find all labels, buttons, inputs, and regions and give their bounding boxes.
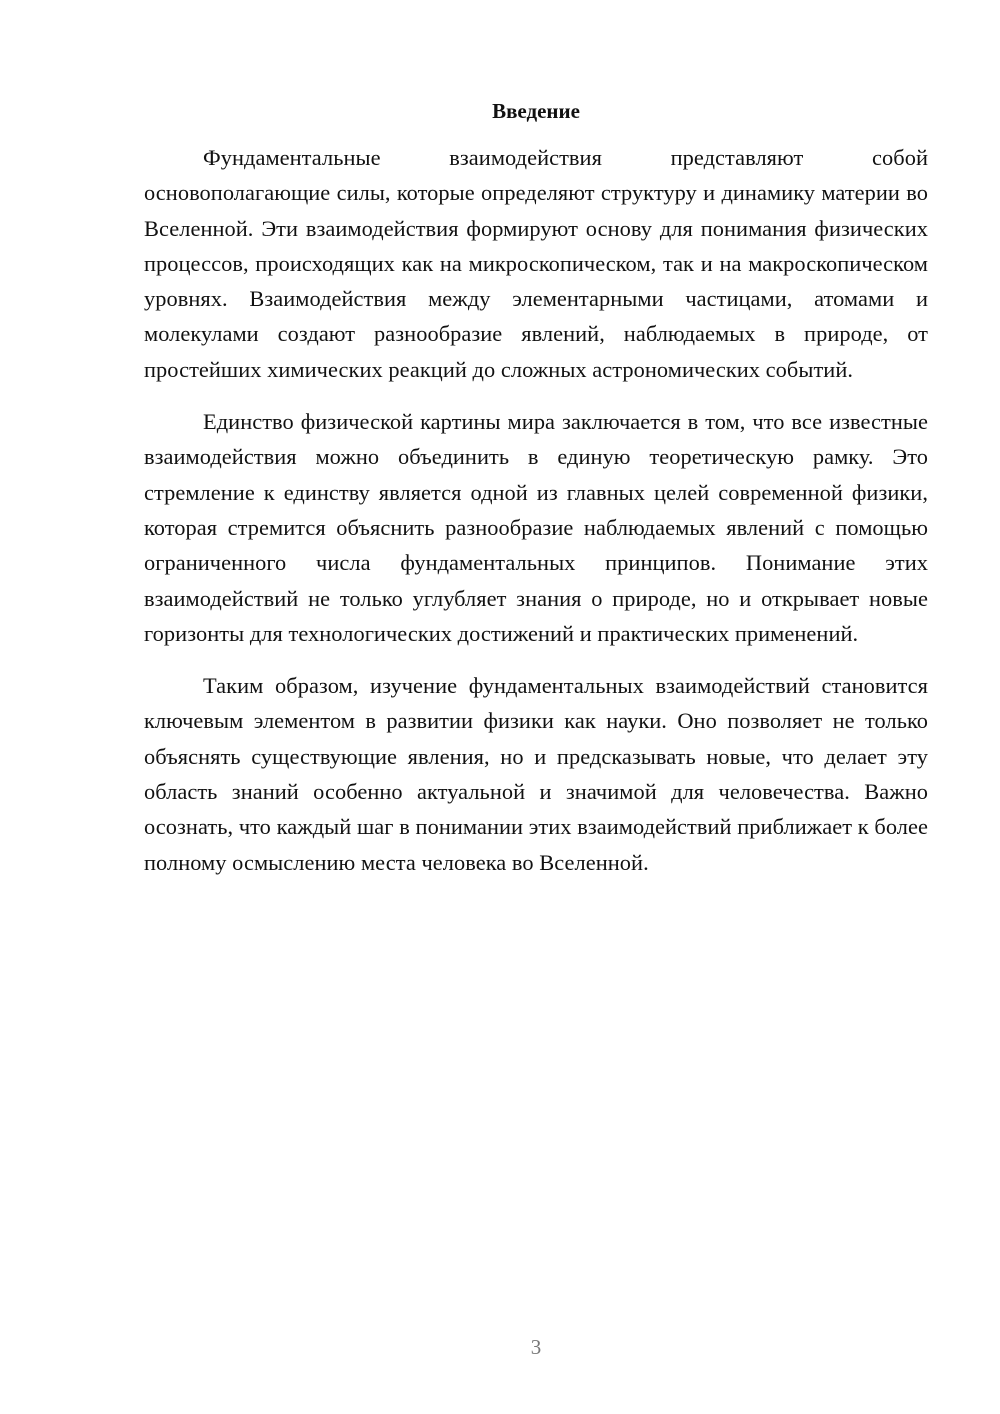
paragraph-3: Таким образом, изучение фундаментальных взаимодействий становится ключевым элементом в развитии физики как науки. Оно позволяет не только объяснять существующие явления, но и предсказывать новые, что делает эту область знаний особенно актуальной и значимой для человечества. Важно осознать, что каждый шаг в понимании этих взаимодействий приближает к более полному осмыслению места человека во Вселенной. (144, 673, 928, 875)
page-number: 3 (530, 1335, 542, 1359)
body-text (144, 140, 928, 897)
paragraph-1: Фундаментальные взаимодействия представляют собой основополагающие силы, которые определяют структуру и динамику материи во Вселенной. Эти взаимодействия формируют основу для понимания физических процессов, происходящих как на микроскопическом, так и на макроскопическом уровнях. Взаимодействия между элементарными частицами, атомами и молекулами создают разнообразие явлений, наблюдаемых в природе, от простейших химических реакций до сложных астрономических событий. (144, 145, 928, 382)
section-heading: Введение (492, 99, 580, 123)
paragraph-2: Единство физической картины мира заключается в том, что все известные взаимодействия можно объединить в единую теоретическую рамку. Это стремление к единству является одной из главных целей современной физики, которая стремится объяснить разнообразие наблюдаемых явлений с помощью ограниченного числа фундаментальных принципов. Понимание этих взаимодействий не только углубляет знания о природе, но и открывает новые горизонты для технологических достижений и практических применений. (144, 409, 928, 646)
